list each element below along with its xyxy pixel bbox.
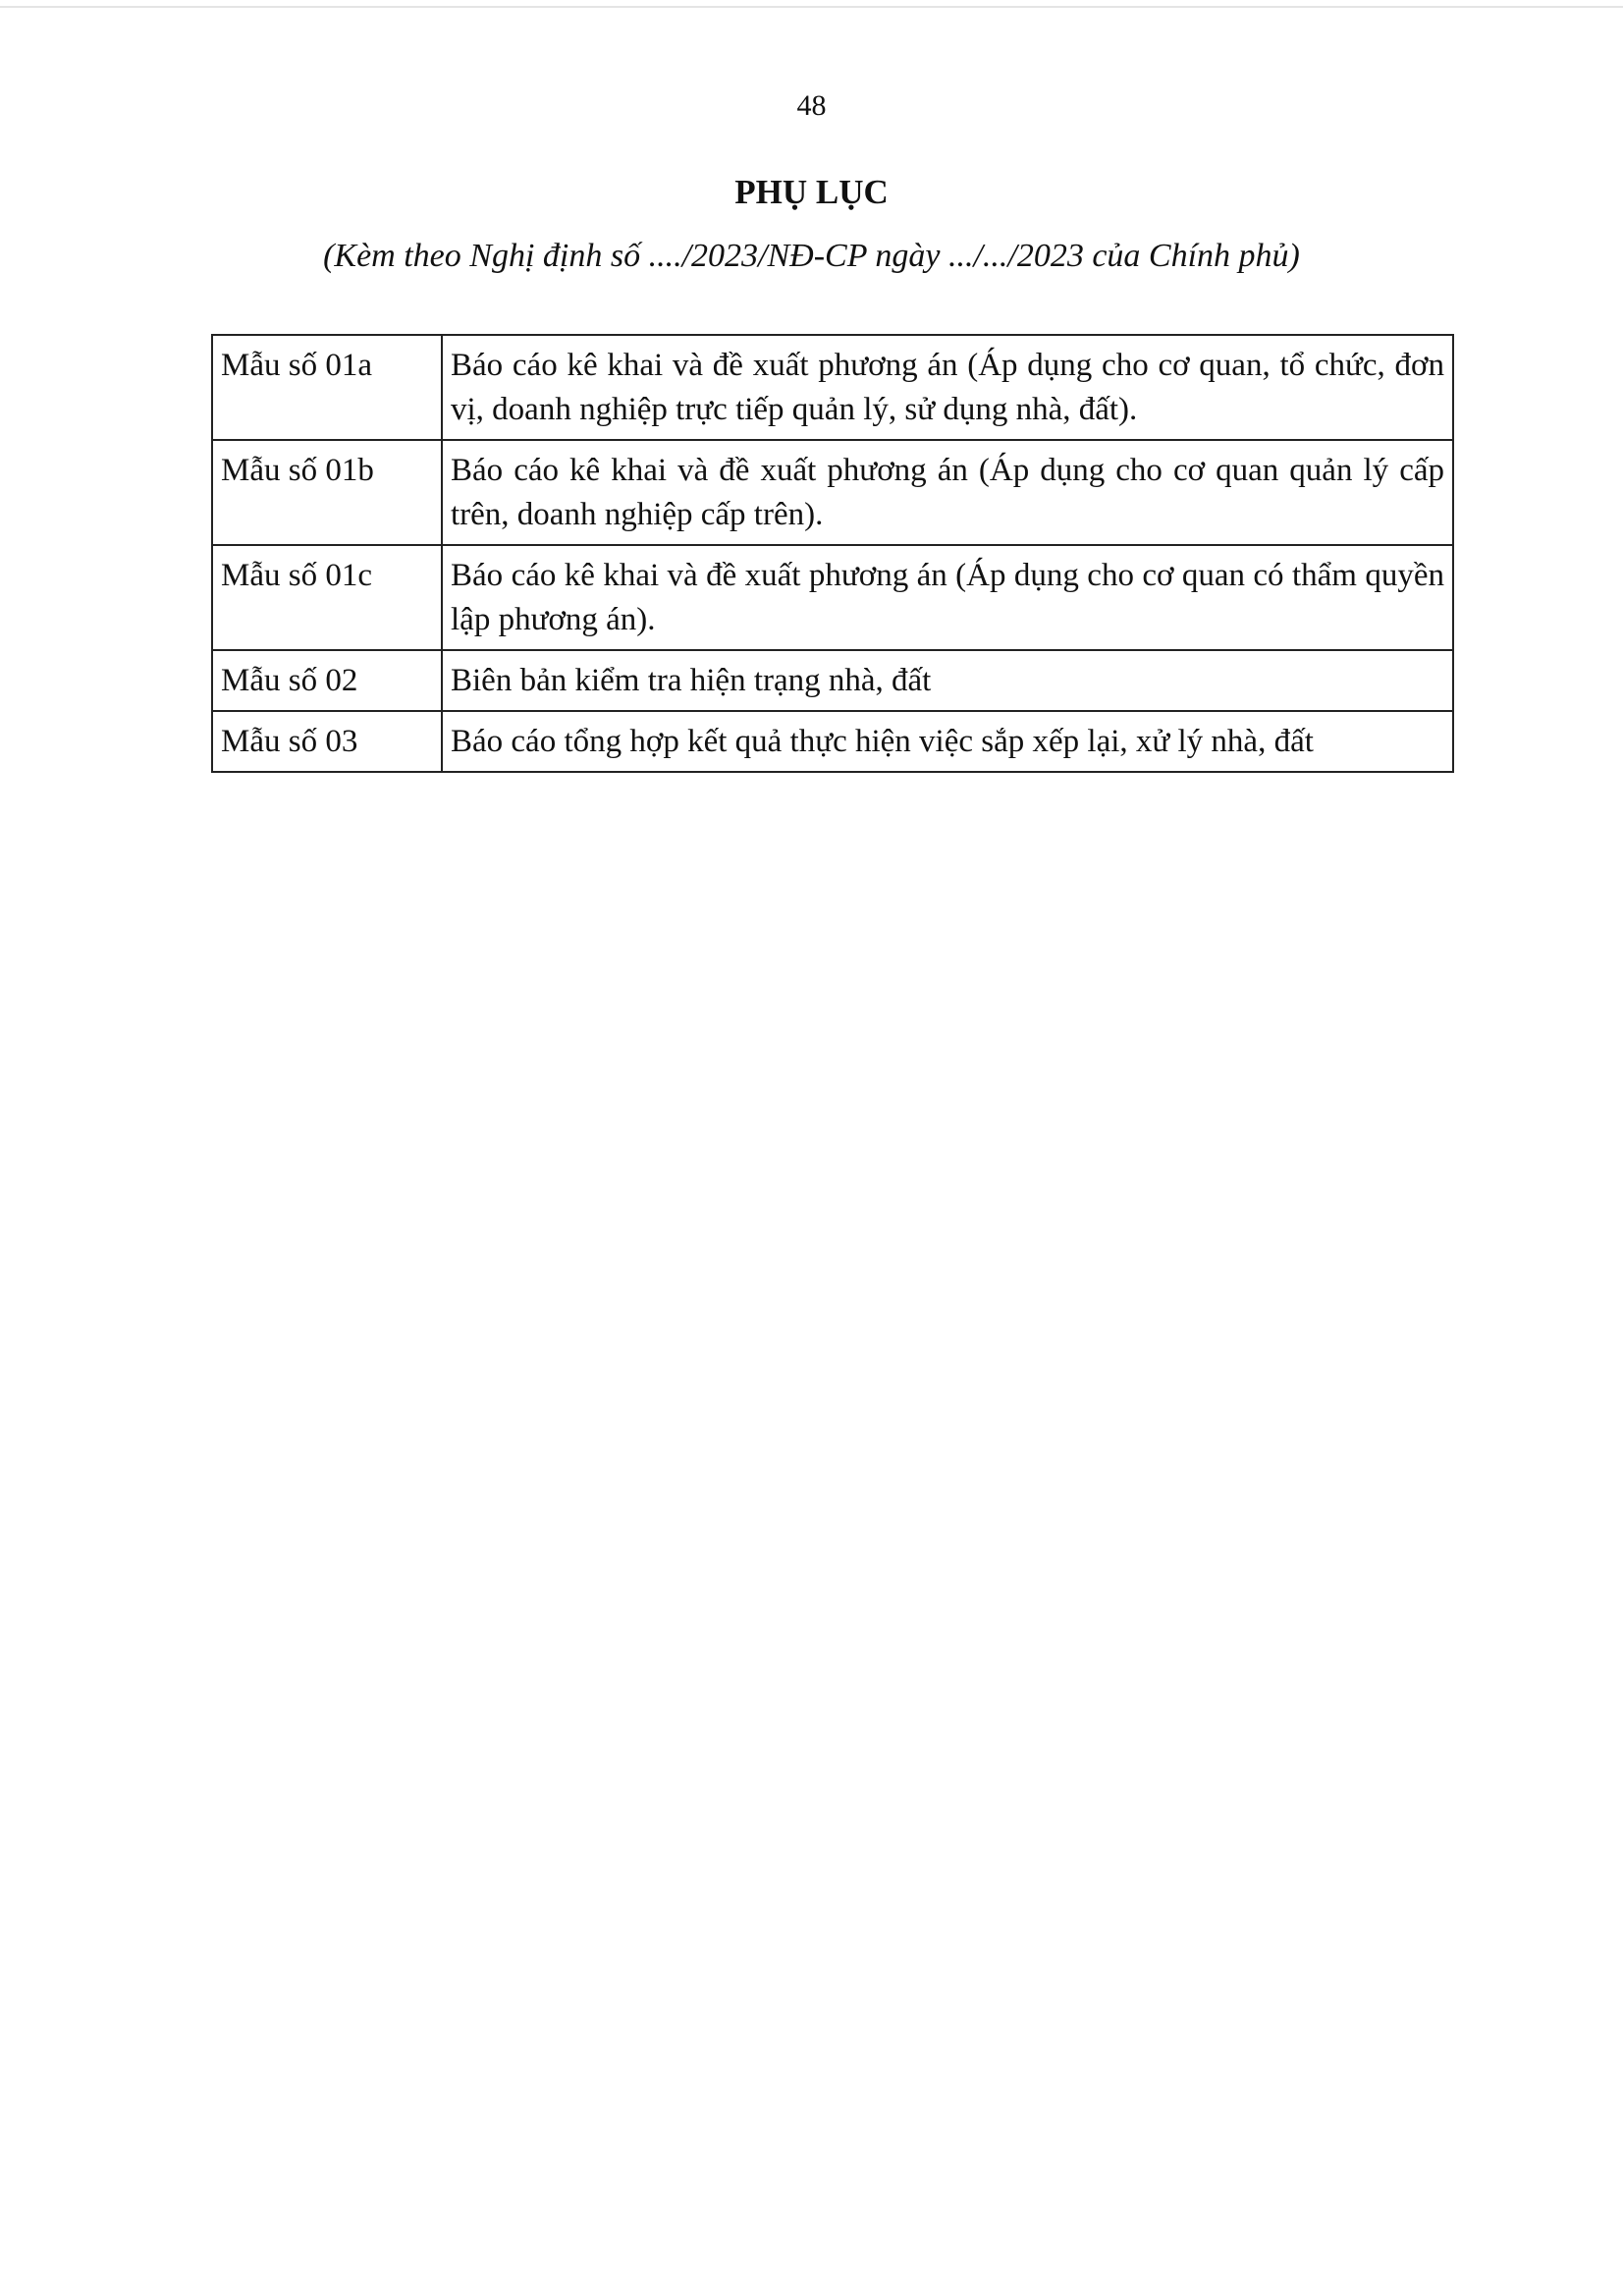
table-row: [212, 650, 1453, 711]
form-description: Báo cáo kê khai và đề xuất phương án (Áp dụng cho cơ quan quản lý cấp trên, doanh nghiệp cấp trên).: [442, 440, 1453, 545]
appendix-table: [211, 334, 1454, 773]
table-row: [212, 545, 1453, 650]
form-code: Mẫu số 02: [212, 650, 442, 711]
form-code: Mẫu số 01a: [212, 335, 442, 440]
form-code: Mẫu số 03: [212, 711, 442, 772]
table-row: [212, 440, 1453, 545]
form-description: Báo cáo kê khai và đề xuất phương án (Áp dụng cho cơ quan, tổ chức, đơn vị, doanh nghiệp trực tiếp quản lý, sử dụng nhà, đất).: [442, 335, 1453, 440]
form-code: Mẫu số 01c: [212, 545, 442, 650]
page-top-rule: [0, 6, 1623, 8]
form-code: Mẫu số 01b: [212, 440, 442, 545]
form-description: Báo cáo kê khai và đề xuất phương án (Áp dụng cho cơ quan có thẩm quyền lập phương án).: [442, 545, 1453, 650]
document-title: PHỤ LỤC: [734, 173, 889, 211]
form-description: Báo cáo tổng hợp kết quả thực hiện việc sắp xếp lại, xử lý nhà, đất: [442, 711, 1453, 772]
table-row: [212, 335, 1453, 440]
table-row: [212, 711, 1453, 772]
page-number: 48: [796, 89, 827, 122]
document-subtitle: (Kèm theo Nghị định số ..../2023/NĐ-CP ngày .../.../2023 của Chính phủ): [323, 238, 1300, 274]
form-description: Biên bản kiểm tra hiện trạng nhà, đất: [442, 650, 1453, 711]
